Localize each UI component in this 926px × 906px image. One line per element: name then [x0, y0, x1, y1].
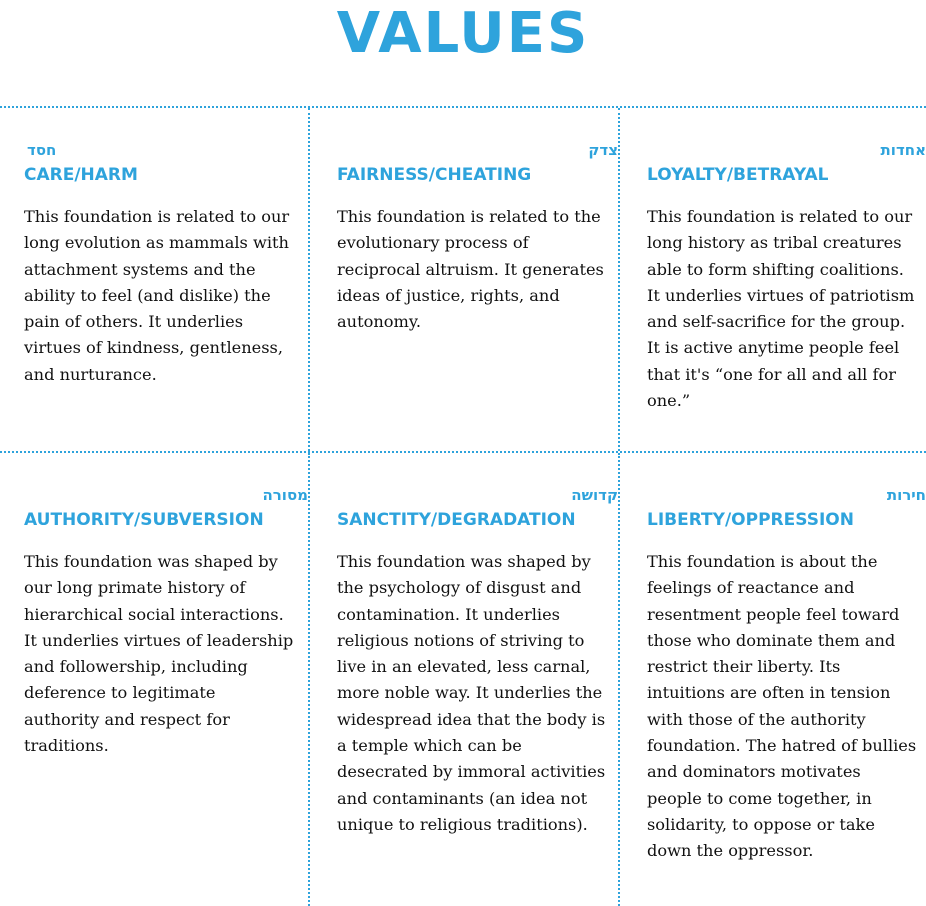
foundation-heading: LOYALTY/BETRAYAL — [647, 165, 829, 185]
foundation-card-liberty — [620, 453, 926, 906]
foundations-row-top — [0, 108, 926, 453]
foundation-hebrew-label: צדק — [588, 141, 618, 159]
foundation-description: This foundation is related to our long history as tribal creatures able to form shifting coalitions. It underlies virtues of patriotism and self-sacrifice for the group. It is active anytime people feel that it's “one for all and all for one.” — [647, 207, 915, 411]
foundation-description: This foundation is about the feelings of reactance and resentment people feel toward those who dominate them and restrict their liberty. Its intuitions are often in tension with those of the authority foundation. The hatred of bullies and dominators motivates people to come together, in solidarity, to oppose or take down the oppressor. — [647, 552, 917, 861]
foundations-row-bottom — [0, 453, 926, 906]
foundation-hebrew-label: מסורה — [262, 486, 308, 504]
foundation-hebrew-label: חירות — [886, 486, 926, 504]
foundation-card-care — [0, 108, 310, 451]
foundation-hebrew-label: חסד — [27, 141, 57, 159]
foundation-hebrew-label: אחדות — [880, 141, 926, 159]
foundation-card-authority — [0, 453, 310, 906]
foundations-grid — [0, 106, 926, 906]
page-title: VALUES — [336, 1, 590, 66]
foundation-heading: CARE/HARM — [24, 165, 138, 185]
foundation-description: This foundation is related to the evolutionary process of reciprocal altruism. It generates ideas of justice, rights, and autonomy. — [337, 207, 604, 332]
foundation-description: This foundation was shaped by our long primate history of hierarchical social interactions. It underlies virtues of leadership and followership, including deference to legitimate authority and respect for traditions. — [24, 552, 294, 756]
foundation-description: This foundation is related to our long evolution as mammals with attachment systems and the ability to feel (and dislike) the pain of others. It underlies virtues of kindness, gentleness, and nurturance. — [24, 207, 290, 384]
foundation-heading: SANCTITY/DEGRADATION — [337, 510, 576, 530]
foundation-card-loyalty — [620, 108, 926, 451]
foundation-heading: LIBERTY/OPPRESSION — [647, 510, 854, 530]
foundation-hebrew-label: קדושה — [571, 486, 618, 504]
foundation-card-sanctity — [310, 453, 620, 906]
foundation-card-fairness — [310, 108, 620, 451]
foundation-heading: AUTHORITY/SUBVERSION — [24, 510, 264, 530]
foundation-description: This foundation was shaped by the psychology of disgust and contamination. It underlies religious notions of striving to live in an elevated, less carnal, more noble way. It underlies the widespread idea that the body is a temple which can be desecrated by immoral activities and contaminants (an idea not unique to religious traditions). — [337, 552, 606, 834]
foundation-heading: FAIRNESS/CHEATING — [337, 165, 532, 185]
